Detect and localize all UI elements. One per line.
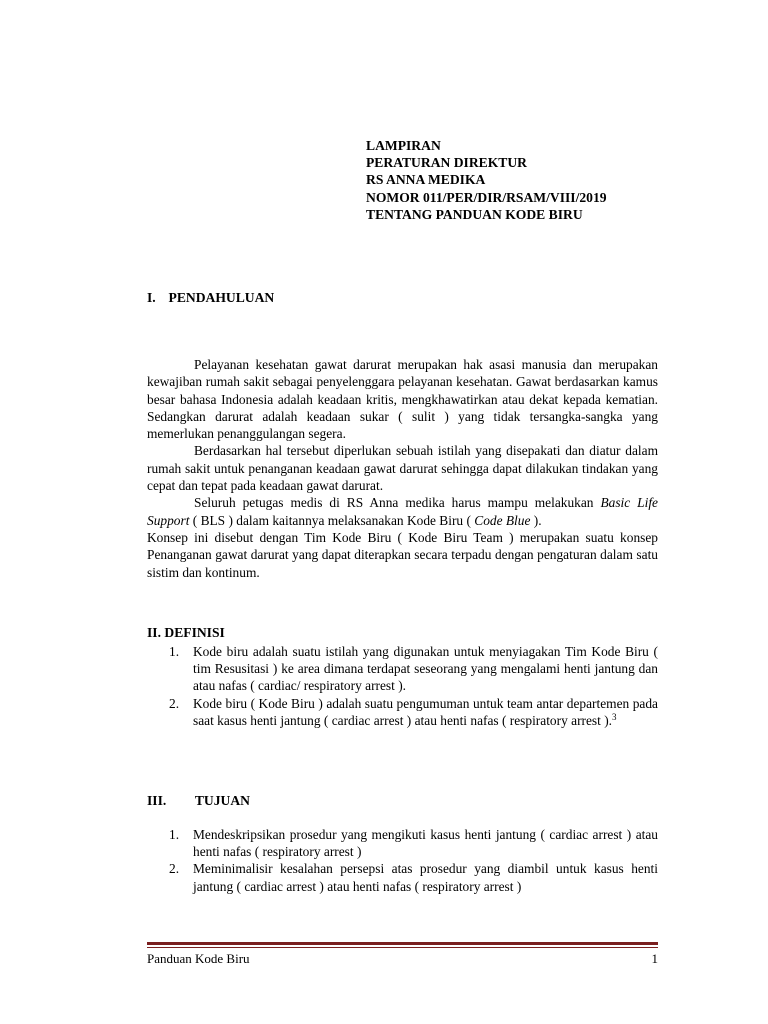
list-item-number: 1. <box>169 827 180 842</box>
header-line-lampiran: LAMPIRAN <box>366 138 441 153</box>
objective-list <box>147 826 658 895</box>
section-2-number: II. <box>147 625 161 640</box>
section-1-body <box>147 356 658 581</box>
list-item-text: Meminimalisir kesalahan persepsi atas prosedur yang diambil untuk kasus henti jantung ( cardiac arrest ) atau henti nafas ( respiratory arrest ) <box>193 861 658 894</box>
section-3-title: TUJUAN <box>194 793 250 808</box>
section-3-heading <box>147 793 250 809</box>
section-1-title: PENDAHULUAN <box>168 290 275 305</box>
footer-title: Panduan Kode Biru <box>147 951 250 966</box>
list-item-text: Mendeskripsikan prosedur yang mengikuti kasus henti jantung ( cardiac arrest ) atau henti nafas ( respiratory arrest ) <box>193 827 658 860</box>
list-item-text: Kode biru ( Kode Biru ) adalah suatu pengumuman untuk team antar departemen pada saat kasus henti jantung ( cardiac arrest ) atau henti nafas ( respiratory arrest ). <box>193 695 658 728</box>
section-1-heading <box>147 290 274 306</box>
footer-rule-thick <box>147 942 658 945</box>
list-item-number: 2. <box>169 861 180 877</box>
paragraph-3-italic-bls: Basic Life Support <box>147 495 658 528</box>
definition-list <box>147 643 658 729</box>
section-3-number: III. <box>147 793 167 808</box>
list-item-text: Kode biru adalah suatu istilah yang digunakan untuk menyiagakan Tim Kode Biru ( tim Resusitasi ) ke area dimana terdapat seseorang yang mengalami henti jantung dan atau nafas ( cardiac/ respiratory arrest ). <box>193 644 658 694</box>
paragraph-3-text-c: ). <box>530 512 542 528</box>
document-header <box>366 137 686 223</box>
list-item <box>147 643 658 695</box>
list-item-number: 2. <box>169 695 180 711</box>
list-item-number: 1. <box>169 644 180 659</box>
paragraph-4: Konsep ini disebut dengan Tim Kode Biru ( Kode Biru Team ) merupakan suatu konsep Penanganan gawat darurat yang dapat diterapkan secara terpadu dengan pengaturan dalam satu sistim dan kontinum. <box>147 529 658 580</box>
header-line-peraturan: PERATURAN DIREKTUR <box>366 155 527 171</box>
list-item <box>147 695 658 729</box>
page-number: 1 <box>651 951 658 966</box>
paragraph-3-text-b: ( BLS ) dalam kaitannya melaksanakan Kode Biru ( <box>189 512 475 528</box>
list-item <box>147 860 658 894</box>
paragraph-2: Berdasarkan hal tersebut diperlukan sebuah istilah yang disepakati dan diatur dalam rumah sakit untuk penanganan keadaan gawat darurat sehingga dapat dilakukan tindakan yang cepat dan tepat pada keadaan gawat darurat. <box>147 443 658 494</box>
header-line-tentang: TENTANG PANDUAN KODE BIRU <box>366 206 583 222</box>
header-line-institution: RS ANNA MEDIKA <box>366 172 486 188</box>
footer-rule-thin <box>147 947 658 948</box>
header-line-nomor: NOMOR 011/PER/DIR/RSAM/VIII/2019 <box>366 189 607 205</box>
list-item <box>147 826 658 860</box>
section-2-title: DEFINISI <box>164 625 225 640</box>
paragraph-3-text-a: Seluruh petugas medis di RS Anna medika harus mampu melakukan <box>194 495 601 511</box>
paragraph-1: Pelayanan kesehatan gawat darurat merupakan hak asasi manusia dan merupakan kewajiban rumah sakit sebagai penyelenggara pelayanan kesehatan. Gawat berdasarkan kamus besar bahasa Indonesia adalah keadaan kritis, mengkhawatirkan atau dekat kepada kematian. Sedangkan darurat adalah keadaan sukar ( sulit ) yang tidak tersangka-sangka yang memerlukan penanggulangan segera. <box>147 357 658 442</box>
paragraph-3-italic-code-blue: Code Blue <box>474 512 531 528</box>
footnote-reference: 3 <box>612 711 617 722</box>
paragraph-3 <box>147 494 658 529</box>
section-2-heading <box>147 625 225 641</box>
section-1-number: I. <box>147 290 156 305</box>
